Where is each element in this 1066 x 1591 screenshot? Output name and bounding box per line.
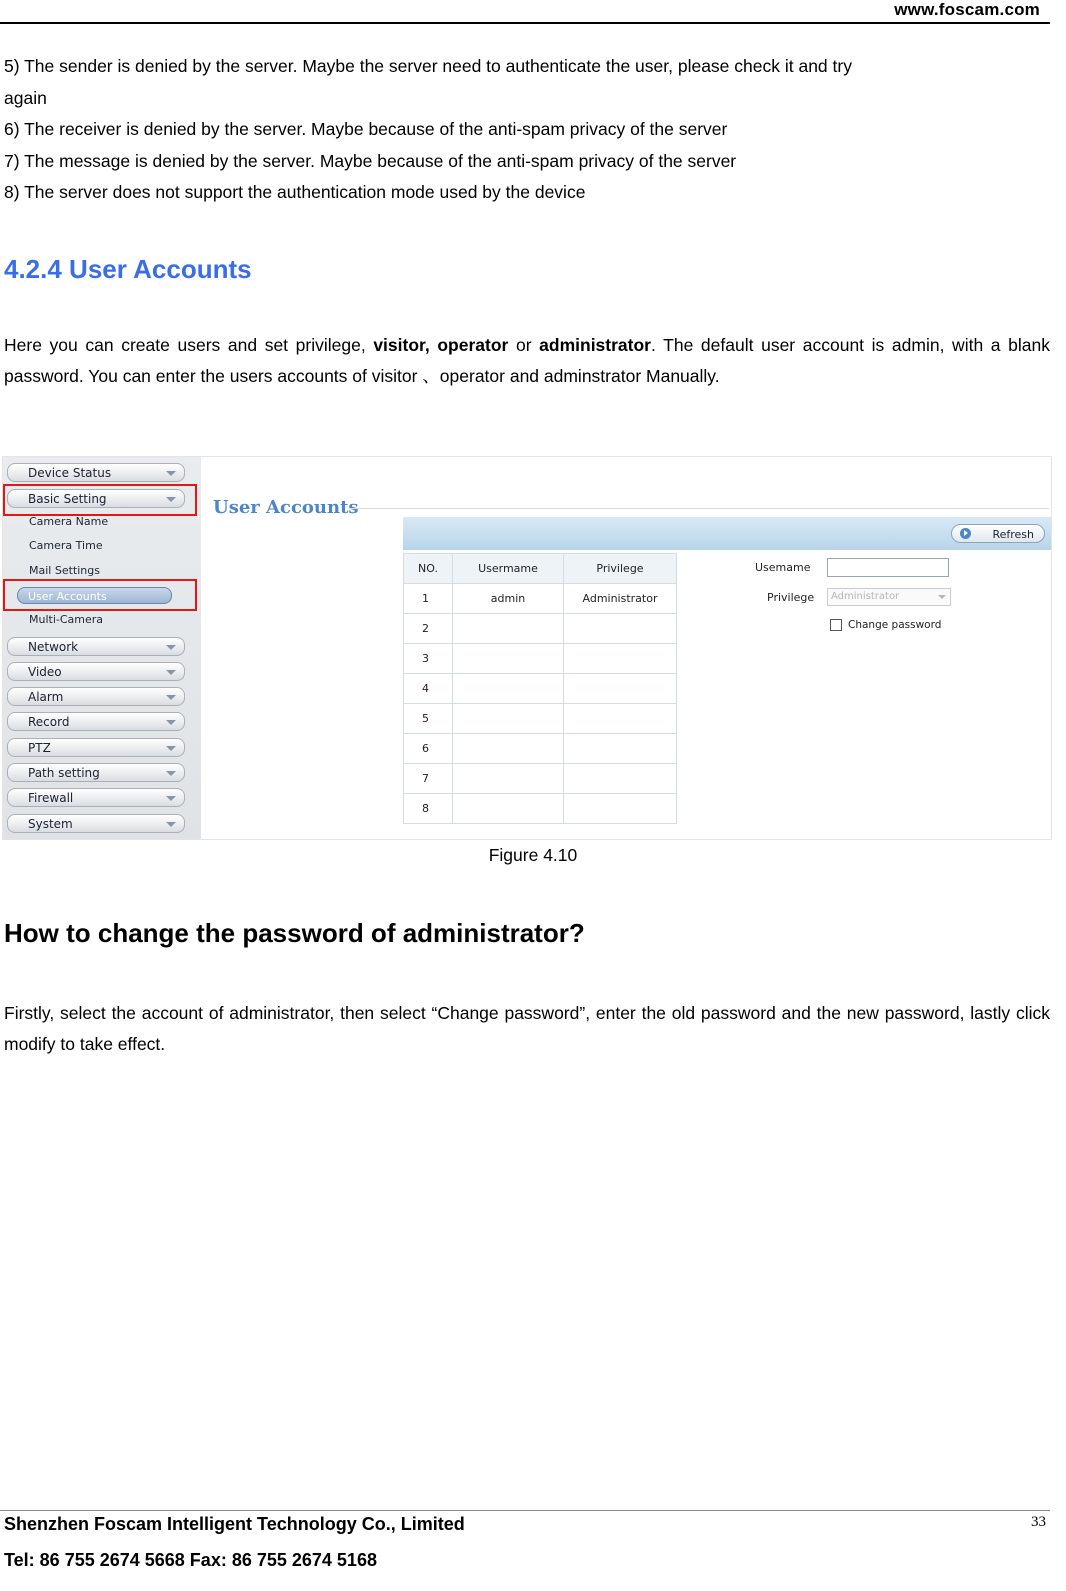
- sidebar-device-status[interactable]: [7, 463, 185, 482]
- intro-line-7: 7) The message is denied by the server. Maybe because of the anti-spam privacy of the server: [4, 151, 737, 171]
- sidebar-label: Video: [28, 665, 62, 679]
- chevron-down-icon: [166, 471, 176, 476]
- chevron-down-icon: [938, 595, 946, 599]
- cell-username: [453, 614, 564, 644]
- main-panel: [203, 457, 1051, 839]
- intro-line-6: 6) The receiver is denied by the server. Maybe because of the anti-spam privacy of the server: [4, 119, 728, 139]
- sidebar-label: Firewall: [28, 791, 74, 805]
- privilege-label: Privilege: [767, 591, 815, 604]
- footer-contact: Tel: 86 755 2674 5668 Fax: 86 755 2674 5168: [4, 1550, 377, 1570]
- cell-no: 4: [404, 674, 453, 704]
- chevron-down-icon: [166, 796, 176, 801]
- para-bold-admin: administrator: [539, 335, 651, 355]
- cell-username: [453, 734, 564, 764]
- sidebar: [3, 457, 201, 839]
- title-rule: [349, 508, 1049, 509]
- refresh-label: Refresh: [992, 528, 1034, 541]
- para-text-3: . The default user account is admin, with a blank password. You can enter the users accounts of visitor 、operator and adminstrator Manually.: [4, 335, 1050, 386]
- cell-username: [453, 704, 564, 734]
- highlight-basic-setting: [3, 484, 197, 516]
- header-no: NO.: [404, 554, 453, 584]
- intro-line-8: 8) The server does not support the authentication mode used by the device: [4, 182, 586, 202]
- sidebar-ptz[interactable]: [7, 738, 185, 757]
- sidebar-camera-time[interactable]: Camera Time: [29, 539, 103, 552]
- question-heading: How to change the password of administrator?: [4, 918, 585, 948]
- sidebar-system[interactable]: [7, 814, 185, 833]
- sidebar-path-setting[interactable]: [7, 763, 185, 782]
- figure-screenshot: [2, 456, 1052, 840]
- header-website: www.foscam.com: [894, 0, 1040, 19]
- cell-username: [453, 674, 564, 704]
- sidebar-camera-name[interactable]: Camera Name: [29, 515, 109, 528]
- table-row[interactable]: [404, 734, 677, 764]
- sidebar-label: Record: [28, 715, 70, 729]
- chevron-down-icon: [166, 670, 176, 675]
- sidebar-label: Device Status: [28, 466, 112, 480]
- section-paragraph: [4, 330, 1050, 392]
- refresh-button[interactable]: [951, 524, 1045, 543]
- footer-company: Shenzhen Foscam Intelligent Technology Co., Limited: [4, 1514, 465, 1534]
- sidebar-user-accounts[interactable]: User Accounts: [17, 587, 172, 604]
- cell-privilege: [564, 644, 677, 674]
- table-row[interactable]: [404, 794, 677, 824]
- sidebar-record[interactable]: [7, 712, 185, 731]
- cell-no: 3: [404, 644, 453, 674]
- cell-no: 8: [404, 794, 453, 824]
- table-row[interactable]: [404, 614, 677, 644]
- toolbar: [403, 517, 1051, 550]
- sidebar-label: Path setting: [28, 766, 100, 780]
- sidebar-label: Basic Setting: [28, 492, 107, 506]
- header-privilege: Privilege: [564, 554, 677, 584]
- cell-no: 1: [404, 584, 453, 614]
- question-paragraph: Firstly, select the account of administrator, then select “Change password”, enter the old password and the new password, lastly click modify to take effect.: [4, 1003, 1050, 1054]
- sidebar-label: Alarm: [28, 690, 64, 704]
- para-text-1: Here you can create users and set privilege,: [4, 335, 374, 355]
- table-row[interactable]: [404, 764, 677, 794]
- cell-username: [453, 764, 564, 794]
- sidebar-network[interactable]: [7, 637, 185, 656]
- sidebar-label: System: [28, 817, 73, 831]
- cell-username: [453, 794, 564, 824]
- cell-privilege: [564, 704, 677, 734]
- sidebar-label: Network: [28, 640, 79, 654]
- sidebar-mail-settings[interactable]: Mail Settings: [29, 564, 100, 577]
- cell-privilege: [564, 674, 677, 704]
- chevron-down-icon: [166, 720, 176, 725]
- cell-no: 2: [404, 614, 453, 644]
- change-password-label: Change password: [848, 619, 942, 631]
- intro-line-5a: 5) The sender is denied by the server. Maybe the server need to authenticate the user, please check it and try: [4, 56, 852, 76]
- sidebar-firewall[interactable]: [7, 788, 185, 807]
- figure-caption: Figure 4.10: [488, 845, 578, 865]
- user-accounts-table: [403, 553, 677, 824]
- cell-username: [453, 644, 564, 674]
- cell-no: 7: [404, 764, 453, 794]
- chevron-down-icon: [166, 746, 176, 751]
- page-number: 33: [1031, 1514, 1046, 1530]
- chevron-down-icon: [166, 645, 176, 650]
- cell-privilege: Administrator: [564, 584, 677, 614]
- highlight-user-accounts: [3, 579, 197, 611]
- intro-line-5b: again: [4, 88, 47, 108]
- section-heading: 4.2.4 User Accounts: [4, 254, 252, 284]
- cell-no: 5: [404, 704, 453, 734]
- change-password-checkbox[interactable]: [830, 619, 842, 631]
- table-row[interactable]: [404, 674, 677, 704]
- table-row[interactable]: [404, 644, 677, 674]
- para-text-2: or: [508, 335, 540, 355]
- header-username: Usermame: [453, 554, 564, 584]
- sidebar-alarm[interactable]: [7, 687, 185, 706]
- chevron-down-icon: [166, 771, 176, 776]
- cell-privilege: [564, 764, 677, 794]
- privilege-select[interactable]: [827, 588, 951, 606]
- sidebar-label: PTZ: [28, 741, 51, 755]
- sidebar-video[interactable]: [7, 662, 185, 681]
- sidebar-multi-camera[interactable]: Multi-Camera: [29, 613, 104, 626]
- chevron-down-icon: [166, 695, 176, 700]
- username-input[interactable]: [827, 558, 949, 577]
- cell-privilege: [564, 794, 677, 824]
- cell-privilege: [564, 734, 677, 764]
- footer-rule: [0, 1510, 1050, 1511]
- table-row[interactable]: [404, 584, 677, 614]
- cell-username: admin: [453, 584, 564, 614]
- privilege-value: Administrator: [831, 591, 900, 602]
- panel-title: User Accounts: [213, 497, 359, 518]
- header-rule: [0, 22, 1050, 24]
- username-label: Usemame: [755, 561, 811, 574]
- table-header-row: [404, 554, 677, 584]
- para-bold-roles: visitor, operator: [373, 335, 509, 355]
- refresh-icon: [960, 528, 971, 539]
- chevron-down-icon: [166, 822, 176, 827]
- cell-privilege: [564, 614, 677, 644]
- cell-no: 6: [404, 734, 453, 764]
- table-row[interactable]: [404, 704, 677, 734]
